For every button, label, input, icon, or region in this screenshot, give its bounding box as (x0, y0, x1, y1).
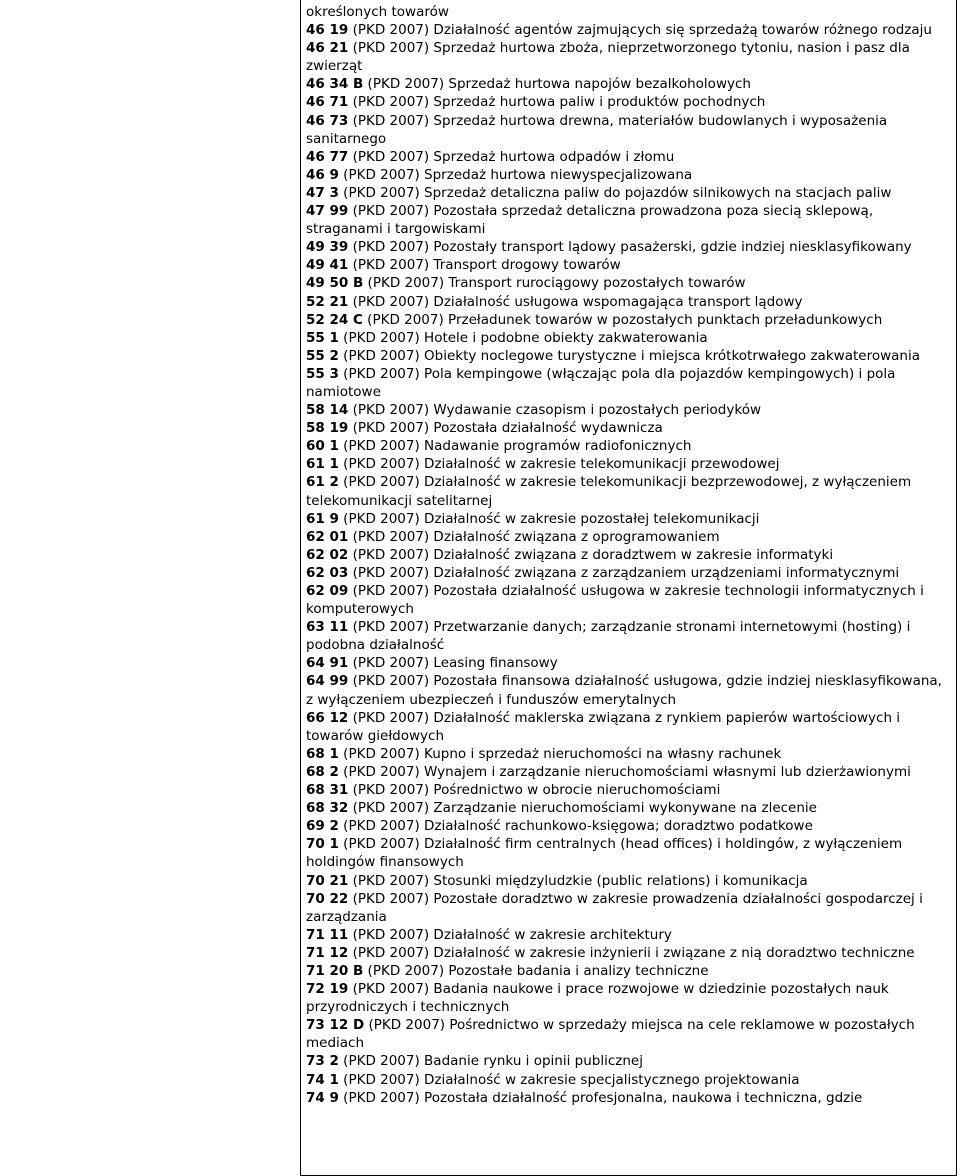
pkd-entry (306, 238, 950, 256)
pkd-code: 68 1 (306, 745, 339, 762)
pkd-description: (PKD 2007) Pozostały transport lądowy pasażerski, gdzie indziej niesklasyfikowany (348, 239, 912, 256)
pkd-entry (306, 962, 950, 980)
pkd-entry (306, 763, 950, 781)
pkd-description: (PKD 2007) Działalność maklerska związana z rynkiem papierów wartościowych i towarów giełdowych (306, 709, 901, 744)
pkd-entry (306, 365, 950, 401)
pkd-code: 74 1 (306, 1071, 339, 1088)
pkd-entry (306, 202, 950, 238)
pkd-description: (PKD 2007) Działalność w zakresie telekomunikacji bezprzewodowej, z wyłączeniem telekomunikacji satelitarnej (306, 474, 912, 509)
pkd-description: (PKD 2007) Pozostała sprzedaż detaliczna prowadzona poza siecią sklepową, straganami i targowiskami (306, 203, 874, 238)
pkd-code: 73 2 (306, 1053, 339, 1070)
pkd-description: (PKD 2007) Działalność w zakresie specjalistycznego projektowania (338, 1071, 800, 1088)
table-cell (300, 0, 957, 1176)
pkd-code: 46 73 (306, 112, 349, 129)
pkd-code: 64 99 (306, 673, 349, 690)
pkd-code: 70 22 (306, 890, 349, 907)
pkd-description: (PKD 2007) Nadawanie programów radiofonicznych (338, 438, 692, 455)
pkd-description: (PKD 2007) Wynajem i zarządzanie nieruchomościami własnymi lub dzierżawionymi (338, 763, 911, 780)
pkd-code: 72 19 (306, 981, 349, 998)
pkd-description: (PKD 2007) Działalność związana z oprogramowaniem (348, 528, 720, 545)
pkd-description: (PKD 2007) Pośrednictwo w obrocie nieruchomościami (348, 782, 721, 799)
pkd-code: 62 09 (306, 583, 349, 599)
pkd-code: 62 01 (306, 528, 349, 545)
pkd-code: 52 24 C (306, 311, 363, 328)
pkd-description: (PKD 2007) Działalność w zakresie inżynierii i związane z nią doradztwo techniczne (348, 944, 915, 961)
pkd-description: (PKD 2007) Pozostała działalność wydawnicza (348, 420, 663, 437)
pkd-description: (PKD 2007) Pozostała finansowa działalność usługowa, gdzie indziej niesklasyfikowana, z wyłączeniem ubezpieczeń i funduszów emerytalnych (306, 673, 942, 708)
pkd-description: (PKD 2007) Działalność usługowa wspomagająca transport lądowy (348, 293, 803, 310)
pkd-description: (PKD 2007) Pola kempingowe (włączając pola dla pojazdów kempingowych) i pola namiotowe (306, 365, 896, 400)
pkd-entry (306, 148, 950, 166)
pkd-code: 68 31 (306, 782, 349, 799)
pkd-description: (PKD 2007) Badania naukowe i prace rozwojowe w dziedzinie pozostałych nauk przyrodniczych i technicznych (306, 981, 889, 1016)
pkd-description: (PKD 2007) Przetwarzanie danych; zarządzanie stronami internetowymi (hosting) i podobna działalność (306, 619, 911, 654)
pkd-entry (306, 872, 950, 890)
pkd-description: (PKD 2007) Stosunki międzyludzkie (public relations) i komunikacja (348, 872, 808, 889)
pkd-entry (306, 419, 950, 437)
pkd-entry (306, 799, 950, 817)
pkd-entry (306, 745, 950, 763)
pkd-code: 62 03 (306, 564, 349, 581)
pkd-code: 52 21 (306, 293, 349, 310)
pkd-description: (PKD 2007) Badanie rynku i opinii publicznej (338, 1053, 643, 1070)
pkd-code: 47 3 (306, 184, 339, 201)
pkd-entry (306, 329, 950, 347)
pkd-entry (306, 672, 950, 708)
pkd-list (301, 0, 956, 1107)
pkd-description: (PKD 2007) Kupno i sprzedaż nieruchomości na własny rachunek (338, 745, 782, 762)
pkd-description: (PKD 2007) Pośrednictwo w sprzedaży miejsca na cele reklamowe w pozostałych mediach (306, 1017, 915, 1052)
pkd-code: 68 2 (306, 763, 339, 780)
pkd-entry (306, 75, 950, 93)
pkd-code: 61 2 (306, 474, 339, 491)
pkd-code: 68 32 (306, 800, 349, 817)
pkd-description: (PKD 2007) Sprzedaż hurtowa niewyspecjalizowana (338, 166, 693, 183)
pkd-code: 55 2 (306, 347, 339, 364)
pkd-entry (306, 890, 950, 926)
pkd-description: (PKD 2007) Sprzedaż hurtowa paliw i produktów pochodnych (348, 94, 766, 111)
pkd-entry (306, 944, 950, 962)
pkd-entry (306, 1089, 950, 1107)
pkd-entry (306, 980, 950, 1016)
pkd-description: (PKD 2007) Pozostałe doradztwo w zakresie prowadzenia działalności gospodarczej i zarządzania (306, 890, 923, 925)
pkd-entry (306, 39, 950, 75)
pkd-entry (306, 293, 950, 311)
pkd-code: 70 21 (306, 872, 349, 889)
pkd-entry (306, 347, 950, 365)
pkd-description: (PKD 2007) Hotele i podobne obiekty zakwaterowania (338, 329, 708, 346)
pkd-description: (PKD 2007) Sprzedaż hurtowa odpadów i złomu (348, 148, 675, 165)
pkd-entry (306, 835, 950, 871)
pkd-code: 46 34 B (306, 76, 364, 93)
pkd-entry (306, 274, 950, 292)
pkd-entry (306, 1016, 950, 1052)
pkd-code: 60 1 (306, 438, 339, 455)
pkd-code: 47 99 (306, 203, 349, 220)
pkd-entry (306, 166, 950, 184)
pkd-entry (306, 1052, 950, 1070)
pkd-description: (PKD 2007) Sprzedaż detaliczna paliw do pojazdów silnikowych na stacjach paliw (338, 184, 892, 201)
pkd-entry (306, 654, 950, 672)
pkd-description: (PKD 2007) Działalność w zakresie architektury (348, 926, 672, 943)
pkd-entry (306, 184, 950, 202)
pkd-code: 71 12 (306, 944, 349, 961)
pkd-entry (306, 401, 950, 419)
pkd-entry (306, 528, 950, 546)
pkd-entry (306, 510, 950, 528)
pkd-code: 49 39 (306, 239, 349, 256)
pkd-code: 66 12 (306, 709, 349, 726)
pkd-entry (306, 582, 950, 618)
pkd-code: 46 71 (306, 94, 349, 111)
pkd-code: 46 77 (306, 148, 349, 165)
pkd-description: (PKD 2007) Transport rurociągowy pozostałych towarów (363, 275, 746, 292)
pkd-entry (306, 455, 950, 473)
pkd-entry (306, 21, 950, 39)
pkd-code: 62 02 (306, 546, 349, 563)
pkd-code: 49 50 B (306, 275, 364, 292)
pkd-description: (PKD 2007) Działalność rachunkowo-księgowa; doradztwo podatkowe (338, 818, 813, 835)
pkd-description: (PKD 2007) Działalność w zakresie telekomunikacji przewodowej (338, 456, 780, 473)
pkd-entry (306, 546, 950, 564)
pkd-entry (306, 1071, 950, 1089)
pkd-code: 64 91 (306, 655, 349, 672)
pkd-description: (PKD 2007) Sprzedaż hurtowa drewna, materiałów budowlanych i wyposażenia sanitarnego (306, 112, 888, 147)
pkd-code: 46 19 (306, 22, 349, 39)
pkd-entry (306, 618, 950, 654)
pkd-code: 69 2 (306, 818, 339, 835)
pkd-code: 55 1 (306, 329, 339, 346)
pkd-entry (306, 93, 950, 111)
pkd-code: 58 19 (306, 420, 349, 437)
pkd-code: 49 41 (306, 257, 349, 274)
pkd-description: (PKD 2007) Pozostałe badania i analizy techniczne (363, 962, 709, 979)
pkd-entry (306, 473, 950, 509)
pkd-description: (PKD 2007) Leasing finansowy (348, 655, 558, 672)
pkd-entry (306, 781, 950, 799)
pkd-description: (PKD 2007) Sprzedaż hurtowa napojów bezalkoholowych (363, 76, 751, 93)
pkd-description: (PKD 2007) Wydawanie czasopism i pozostałych periodyków (348, 402, 762, 419)
pkd-description: (PKD 2007) Działalność firm centralnych (head offices) i holdingów, z wyłączeniem holdingów finansowych (306, 836, 903, 871)
pkd-entry (306, 926, 950, 944)
pkd-code: 71 11 (306, 926, 349, 943)
pkd-entry (306, 112, 950, 148)
pkd-description: (PKD 2007) Działalność związana z doradztwem w zakresie informatyki (348, 546, 834, 563)
pkd-description: (PKD 2007) Pozostała działalność usługowa w zakresie technologii informatycznych i komputerowych (306, 583, 924, 618)
pkd-description: (PKD 2007) Działalność agentów zajmujących się sprzedażą towarów różnego rodzaju (348, 22, 932, 39)
pkd-description: (PKD 2007) Zarządzanie nieruchomościami wykonywane na zlecenie (348, 800, 817, 817)
pkd-code: 71 20 B (306, 962, 364, 979)
pkd-code: 63 11 (306, 619, 349, 636)
pkd-code: 58 14 (306, 402, 349, 419)
pkd-code: 46 9 (306, 166, 339, 183)
pkd-code: 61 1 (306, 456, 339, 473)
pkd-description: (PKD 2007) Pozostała działalność profesjonalna, naukowa i techniczna, gdzie (338, 1089, 863, 1106)
pkd-entry (306, 311, 950, 329)
pkd-code: 73 12 D (306, 1017, 365, 1034)
pkd-code: 70 1 (306, 836, 339, 853)
pkd-code: 61 9 (306, 510, 339, 527)
pkd-description: (PKD 2007) Sprzedaż hurtowa zboża, nieprzetworzonego tytoniu, nasion i pasz dla zwierząt (306, 40, 910, 75)
pkd-description: (PKD 2007) Przeładunek towarów w pozostałych punktach przeładunkowych (362, 311, 883, 328)
pkd-code: 46 21 (306, 40, 349, 57)
pkd-description: (PKD 2007) Działalność związana z zarządzaniem urządzeniami informatycznymi (348, 564, 900, 581)
pkd-entry (306, 437, 950, 455)
pkd-code: 74 9 (306, 1089, 339, 1106)
pkd-entry (306, 256, 950, 274)
pkd-entry (306, 709, 950, 745)
pkd-code: 55 3 (306, 365, 339, 382)
pkd-entry (306, 564, 950, 582)
pkd-description: (PKD 2007) Działalność w zakresie pozostałej telekomunikacji (338, 510, 760, 527)
pkd-entry (306, 817, 950, 835)
pkd-description: określonych towarów (306, 4, 449, 20)
pkd-description: (PKD 2007) Obiekty noclegowe turystyczne i miejsca krótkotrwałego zakwaterowania (338, 347, 920, 364)
pkd-description: (PKD 2007) Transport drogowy towarów (348, 257, 621, 274)
pkd-entry (306, 3, 950, 21)
